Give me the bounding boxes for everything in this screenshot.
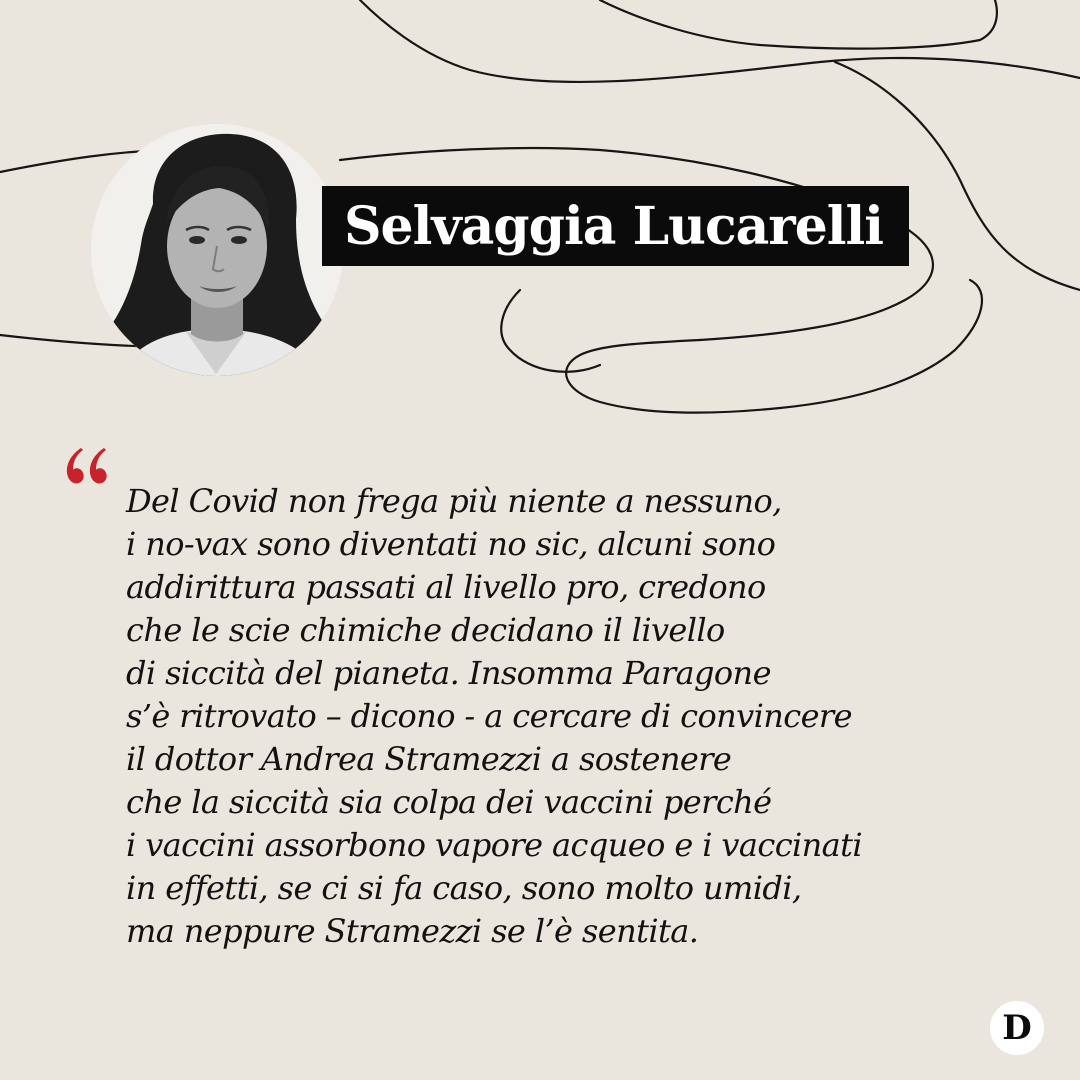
author-name-box [322, 186, 909, 266]
author-name: Selvaggia Lucarelli [344, 195, 884, 257]
quote-line: i vaccini assorbono vapore acqueo e i vaccinati [126, 826, 863, 864]
quote-line: che la siccità sia colpa dei vaccini perché [126, 783, 772, 821]
brand-logo [990, 1001, 1044, 1055]
quote-text [126, 480, 1056, 953]
quote-line: il dottor Andrea Stramezzi a sostenere [126, 740, 732, 778]
quote-line: Del Covid non frega più niente a nessuno, [126, 482, 782, 520]
quote-line: s’è ritrovato – dicono - a cercare di convincere [126, 697, 852, 735]
quotation-mark-icon [64, 446, 110, 486]
quote-line: di siccità del pianeta. Insomma Paragone [126, 654, 771, 692]
quote-line: i no-vax sono diventati no sic, alcuni sono [126, 525, 776, 563]
brand-logo-letter: D [1002, 1008, 1032, 1048]
quote-line: ma neppure Stramezzi se l’è sentita. [126, 912, 699, 950]
quote-line: addirittura passati al livello pro, credono [126, 568, 766, 606]
author-avatar [91, 124, 343, 376]
quote-line: che le scie chimiche decidano il livello [126, 611, 725, 649]
portrait-photo-icon [91, 124, 343, 376]
quote-line: in effetti, se ci si fa caso, sono molto umidi, [126, 869, 802, 907]
